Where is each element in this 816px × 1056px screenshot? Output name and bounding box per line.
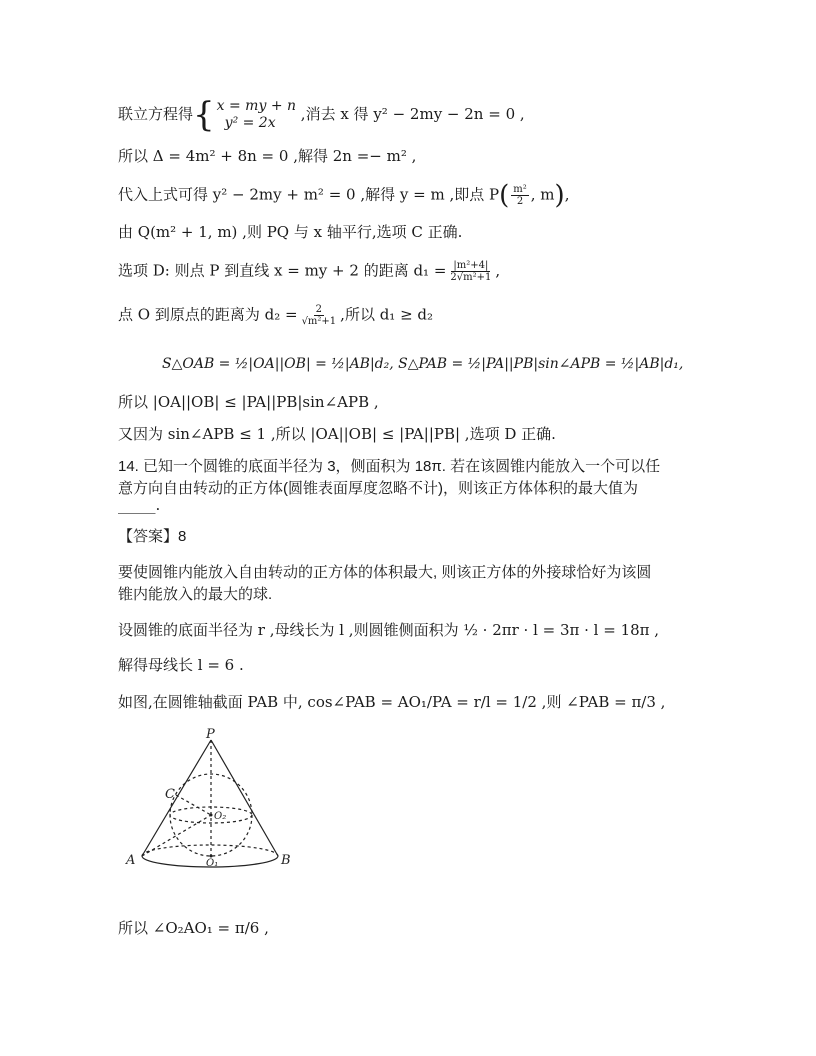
line-5-suffix: , <box>495 261 501 280</box>
line-19: 所以 ∠O₂AO₁ = π/6 , <box>118 919 269 937</box>
label-b: B <box>281 853 291 868</box>
line-3-suffix: , m <box>530 185 555 204</box>
point-o2-dot <box>210 814 213 817</box>
label-a: A <box>126 853 136 868</box>
line-16: 设圆锥的底面半径为 r ,母线长为 l ,则圆锥侧面积为 ½ · 2πr · l = 3π · l = 18π , <box>118 621 660 639</box>
line-3 <box>118 180 570 211</box>
d2-num: 2 <box>315 304 323 315</box>
line-11-question: 意方向自由转动的正方体(圆锥表面厚度忽略不计)，则该正方体体积的最大值为 <box>118 480 638 497</box>
d1-num: |m²+4| <box>453 260 489 271</box>
label-p: P <box>206 728 215 742</box>
a-to-o2-line <box>142 815 211 856</box>
equation-system <box>217 98 296 132</box>
label-c: C <box>165 787 175 802</box>
system-bottom: y² = 2x <box>224 115 276 131</box>
line-12-blank: _____. <box>118 496 161 514</box>
line-6-prefix: 点 O 到原点的距离为 d₂ = <box>118 305 298 324</box>
distance-d1-fraction <box>448 260 493 283</box>
label-o1: O₁ <box>206 858 219 868</box>
paren-open-icon: ( <box>499 180 510 211</box>
line-18: 如图,在圆锥轴截面 PAB 中, cos∠PAB = AO₁/PA = r/l = 1/2 ,则 ∠PAB = π/3 , <box>118 693 666 711</box>
line-4: 由 Q(m² + 1, m) ,则 PQ 与 x 轴平行,选项 C 正确. <box>118 223 463 241</box>
radius-line <box>176 795 211 815</box>
brace-icon: { <box>193 95 215 135</box>
point-x-den: 2 <box>516 196 524 207</box>
system-middle: ,消去 x 得 y² − 2my − 2n = 0 , <box>300 105 525 123</box>
distance-d2-fraction <box>300 304 339 327</box>
line-9: 又因为 sin∠APB ≤ 1 ,所以 |OA||OB| ≤ |PA||PB| ,选项 D 正确. <box>118 425 556 443</box>
cone-figure <box>120 728 300 868</box>
point-x-fraction <box>511 184 529 207</box>
line-7-area-formula: S△OAB = ½|OA||OB| = ½|AB|d₂, S△PAB = ½|PA||PB|sin∠APB = ½|AB|d₁, <box>162 356 684 372</box>
system-top: x = my + n <box>216 98 297 114</box>
line-system <box>118 95 525 135</box>
d2-den: √m²+1 <box>301 316 337 327</box>
line-6-suffix: ,所以 d₁ ≥ d₂ <box>340 305 434 324</box>
point-x-num: m² <box>513 184 527 195</box>
d1-den: 2√m²+1 <box>450 272 492 283</box>
cone-base-back <box>142 845 278 856</box>
line-15: 锥内能放入的最大的球. <box>118 586 273 603</box>
line-14: 要使圆锥内能放入自由转动的正方体的体积最大, 则该正方体的外接球恰好为该圆 <box>118 564 652 581</box>
paren-close-icon: ) <box>554 180 565 211</box>
line-3-prefix: 代入上式可得 y² − 2my + m² = 0 ,解得 y = m ,即点 P <box>118 185 500 204</box>
line-6 <box>118 304 433 327</box>
line-13-answer: 【答案】8 <box>118 528 187 545</box>
line-8: 所以 |OA||OB| ≤ |PA||PB|sin∠APB , <box>118 393 379 411</box>
line-17: 解得母线长 l = 6 . <box>118 656 244 674</box>
line-2: 所以 Δ = 4m² + 8n = 0 ,解得 2n =− m² , <box>118 147 417 165</box>
system-prefix: 联立方程得 <box>118 105 194 123</box>
line-3-end: , <box>564 185 570 204</box>
label-o2: O₂ <box>214 811 227 822</box>
line-5 <box>118 260 500 283</box>
cone-left-edge <box>142 740 211 856</box>
line-10-question: 14. 已知一个圆锥的底面半径为 3，侧面积为 18π. 若在该圆锥内能放入一个可以任 <box>118 458 661 475</box>
line-5-prefix: 选项 D: 则点 P 到直线 x = my + 2 的距离 d₁ = <box>118 261 447 280</box>
